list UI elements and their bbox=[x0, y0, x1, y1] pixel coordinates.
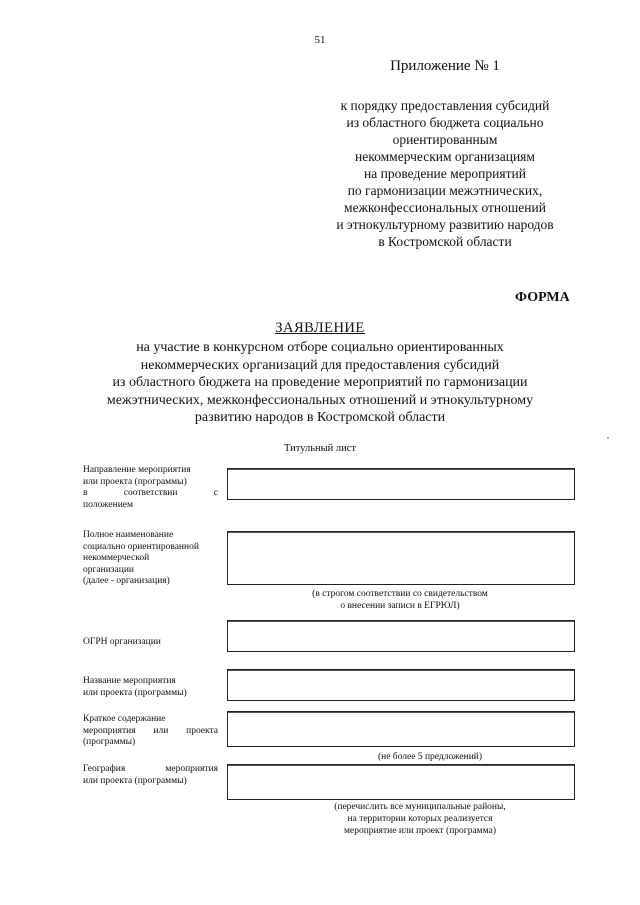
geography-label: География мероприятия или проекта (программы) bbox=[83, 764, 218, 786]
document-title: ЗАЯВЛЕНИЕ bbox=[275, 320, 365, 336]
geography-field[interactable] bbox=[227, 764, 575, 800]
subtitle-line: на участие в конкурсном отборе социально ориентированных bbox=[136, 340, 504, 355]
direction-label: Направление мероприятия или проекта (программы) в соответствии с положением bbox=[83, 465, 218, 510]
appendix-line: на проведение мероприятий bbox=[364, 166, 526, 181]
direction-field[interactable] bbox=[227, 468, 575, 500]
subtitle-line: межэтнических, межконфессиональных отношений и этнокультурному bbox=[106, 392, 534, 408]
subtitle-line: некоммерческих организаций для предоставления субсидий bbox=[140, 357, 500, 373]
org-name-field[interactable] bbox=[227, 531, 575, 585]
appendix-line: и этнокультурному развитию народов bbox=[336, 217, 554, 232]
geography-note: (перечислить все муниципальные районы, на территории которых реализуется мероприятие или проект (программа) bbox=[334, 802, 506, 836]
event-name-label: Название мероприятия или проекта (программы) bbox=[83, 676, 187, 698]
subtitle-line: из областного бюджета на проведение мероприятий по гармонизации bbox=[112, 375, 528, 390]
summary-field[interactable] bbox=[227, 711, 575, 747]
appendix-line: межконфессиональных отношений bbox=[344, 200, 546, 215]
appendix-line: из областного бюджета социально bbox=[346, 115, 544, 130]
event-name-field[interactable] bbox=[227, 669, 575, 701]
appendix-line: в Костромской области bbox=[378, 234, 512, 249]
document-subtitle bbox=[70, 339, 570, 427]
appendix-line: некоммерческим организациям bbox=[355, 149, 535, 164]
summary-note: (не более 5 предложений) bbox=[377, 752, 483, 762]
title-sheet-label: Титульный лист bbox=[283, 443, 357, 454]
org-name-label: Полное наименование социально ориентированной некоммерческой организации (далее - организация) bbox=[83, 530, 199, 586]
ogrn-field[interactable] bbox=[227, 620, 575, 652]
ogrn-label: ОГРН организации bbox=[83, 637, 161, 647]
org-name-note: (в строгом соответствии со свидетельством о внесении записи в ЕГРЮЛ) bbox=[312, 589, 488, 611]
summary-label: Краткое содержание мероприятия или проекта (программы) bbox=[83, 714, 218, 747]
appendix-description bbox=[285, 97, 605, 250]
form-label: ФОРМА bbox=[515, 290, 570, 305]
subtitle-line: развитию народов в Костромской области bbox=[194, 410, 446, 425]
scan-mark bbox=[607, 437, 609, 439]
appendix-line: ориентированным bbox=[392, 132, 498, 147]
appendix-title: Приложение № 1 bbox=[390, 58, 500, 74]
appendix-line: по гармонизации межэтнических, bbox=[347, 183, 543, 198]
page-number: 51 bbox=[314, 34, 326, 46]
appendix-line: к порядку предоставления субсидий bbox=[340, 98, 550, 113]
